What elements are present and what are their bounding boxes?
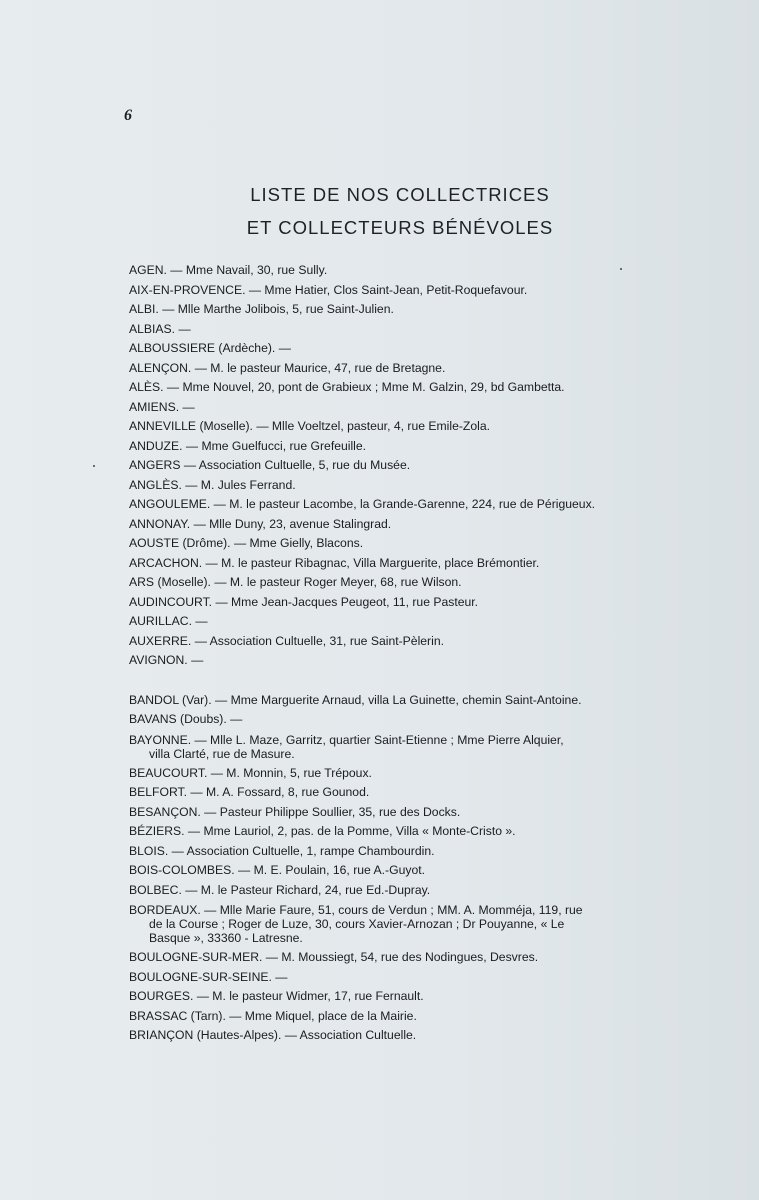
list-item: BANDOL (Var). — Mme Marguerite Arnaud, villa La Guinette, chemin Saint-Antoine. [129,692,582,707]
paper-speck [620,268,622,270]
list-item: AUXERRE. — Association Cultuelle, 31, rue Saint-Pèlerin. [129,633,444,648]
list-item: BOLBEC. — M. le Pasteur Richard, 24, rue Ed.-Dupray. [129,882,431,897]
list-item: BOIS-COLOMBES. — M. E. Poulain, 16, rue A.-Guyot. [129,863,425,877]
list-item: AIX-EN-PROVENCE. — Mme Hatier, Clos Saint-Jean, Petit-Roquefavour. [129,282,528,297]
list-item: BESANÇON. — Pasteur Philippe Soullier, 35, rue des Docks. [129,804,461,819]
list-item: BLOIS. — Association Cultuelle, 1, rampe Chambourdin. [129,843,435,858]
list-item: ANGERS — Association Cultuelle, 5, rue du Musée. [129,458,411,472]
list-item: AMIENS. — [129,399,195,414]
page-title-line-1: LISTE DE NOS COLLECTRICES [250,184,550,205]
page-title-line-2: ET COLLECTEURS BÉNÉVOLES [246,217,554,238]
list-item: ALENÇON. — M. le pasteur Maurice, 47, rue de Bretagne. [129,360,446,375]
paper-speck [93,465,95,467]
list-item: BOULOGNE-SUR-SEINE. — [129,969,288,984]
list-item-multiline [129,730,664,764]
list-item-line: BAYONNE. — Mlle L. Maze, Garritz, quartier Saint-Etienne ; Mme Pierre Alquier, [129,732,564,747]
list-item-multiline [129,900,664,948]
list-item: BÉZIERS. — Mme Lauriol, 2, pas. de la Pomme, Villa « Monte-Cristo ». [129,824,516,838]
list-item: BRASSAC (Tarn). — Mme Miquel, place de la Mairie. [129,1008,417,1023]
list-item: ANGLÈS. — M. Jules Ferrand. [129,477,296,492]
list-item: ALBOUSSIERE (Ardèche). — [129,341,291,355]
list-item: BRIANÇON (Hautes-Alpes). — Association Cultuelle. [129,1028,417,1042]
list-item: ARCACHON. — M. le pasteur Ribagnac, Villa Marguerite, place Brémontier. [129,555,540,570]
list-item-continuation: Basque », 33360 - Latresne. [149,931,303,945]
collector-list [129,261,664,1046]
list-item-continuation: villa Clarté, rue de Masure. [149,746,295,761]
list-item: ANNONAY. — Mlle Duny, 23, avenue Stalingrad. [129,516,392,531]
list-item: BOULOGNE-SUR-MER. — M. Moussiegt, 54, rue des Nodingues, Desvres. [129,950,539,964]
list-item: AOUSTE (Drôme). — Mme Gielly, Blacons. [129,536,364,550]
list-item: BAVANS (Doubs). — [129,712,243,726]
page-number: 6 [124,107,132,124]
list-item: ANDUZE. — Mme Guelfucci, rue Grefeuille. [129,438,367,453]
list-item-line: BORDEAUX. — Mlle Marie Faure, 51, cours de Verdun ; MM. A. Momméja, 119, rue [129,903,583,917]
list-item: AGEN. — Mme Navail, 30, rue Sully. [129,263,328,277]
list-item-continuation: de la Course ; Roger de Luze, 30, cours Xavier-Arnozan ; Dr Pouyanne, « Le [149,917,565,931]
list-item: AURILLAC. — [129,614,208,628]
list-item: ANNEVILLE (Moselle). — Mlle Voeltzel, pasteur, 4, rue Emile-Zola. [129,419,491,433]
list-item: ALÈS. — Mme Nouvel, 20, pont de Grabieux ; Mme M. Galzin, 29, bd Gambetta. [129,380,565,394]
list-item: ANGOULEME. — M. le pasteur Lacombe, la Grande-Garenne, 224, rue de Périgueux. [129,497,596,511]
list-item: BEAUCOURT. — M. Monnin, 5, rue Trépoux. [129,765,372,780]
list-item: ARS (Moselle). — M. le pasteur Roger Meyer, 68, rue Wilson. [129,575,462,589]
list-item: BOURGES. — M. le pasteur Widmer, 17, rue Fernault. [129,989,424,1003]
list-item: BELFORT. — M. A. Fossard, 8, rue Gounod. [129,785,370,799]
list-item: AVIGNON. — [129,653,204,667]
list-item: ALBI. — Mlle Marthe Jolibois, 5, rue Saint-Julien. [129,302,394,316]
list-item: AUDINCOURT. — Mme Jean-Jacques Peugeot, 11, rue Pasteur. [129,594,479,609]
list-item: ALBIAS. — [129,321,191,336]
